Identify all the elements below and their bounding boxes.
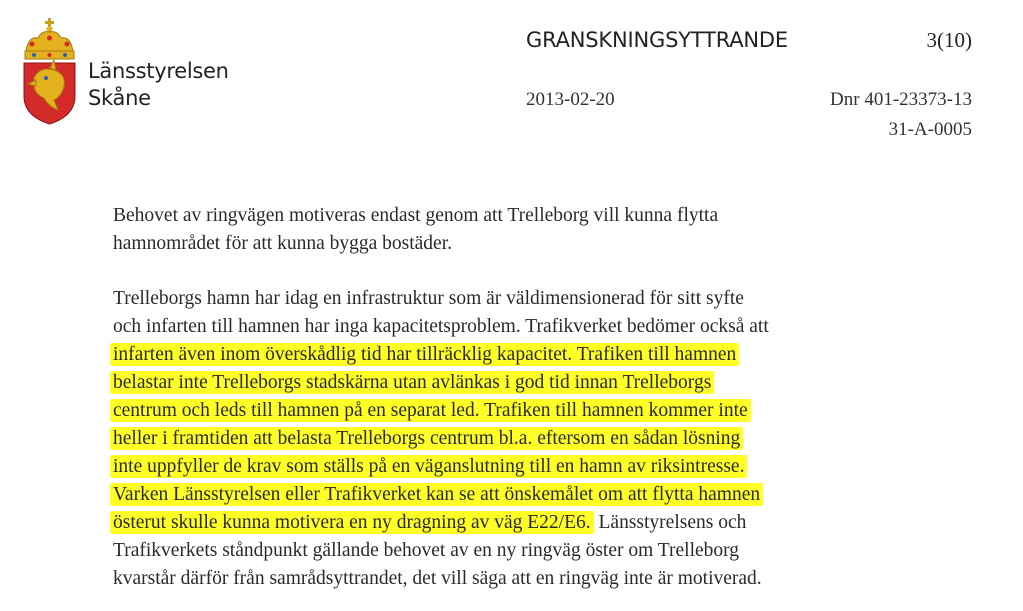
highlighted-text: belastar inte Trelleborgs stadskärna utan avlänkas i god tid innan Trelleborgs — [110, 371, 714, 394]
document-type: GRANSKNINGSYTTRANDE — [526, 28, 788, 52]
highlighted-text: centrum och leds till hamnen på en separat led. Trafiken till hamnen kommer inte — [110, 399, 751, 422]
document-date: 2013-02-20 — [526, 89, 615, 110]
highlighted-text: österut skulle kunna motivera en ny dragning av väg E22/E6. — [110, 511, 594, 534]
page-number: 3(10) — [926, 28, 972, 52]
paragraph-line: och infarten till hamnen har inga kapacitetsproblem. Trafikverket bedömer också att — [113, 316, 769, 337]
paragraph-line: hamnområdet för att kunna bygga bostäder. — [113, 233, 452, 254]
org-line-1: Länsstyrelsen — [88, 59, 229, 83]
diary-sub-number: 31-A-0005 — [888, 119, 972, 140]
paragraph-line: kvarstår därför från samrådsyttrandet, det vill säga att en ringväg inte är motiverad. — [113, 568, 762, 589]
organization-name — [88, 58, 229, 112]
diary-number: Dnr 401-23373-13 — [830, 89, 972, 110]
paragraph-line: Trafikverkets ståndpunkt gällande behovet av en ny ringväg öster om Trelleborg — [113, 540, 740, 561]
paragraph-line: Trelleborgs hamn har idag en infrastruktur som är väldimensionerad för sitt syfte — [113, 288, 744, 309]
org-line-2: Skåne — [88, 86, 151, 110]
highlighted-text: inte uppfyller de krav som ställs på en väganslutning till en hamn av riksintresse. — [110, 455, 747, 478]
highlighted-text: heller i framtiden att belasta Trelleborgs centrum bl.a. eftersom en sådan lösning — [110, 427, 743, 450]
highlighted-text: infarten även inom överskådlig tid har tillräcklig kapacitet. Trafiken till hamnen — [110, 343, 739, 366]
paragraph-1 — [113, 202, 718, 258]
coat-of-arms-skane-icon — [20, 18, 80, 126]
paragraph-2 — [113, 285, 769, 593]
paragraph-text: Länsstyrelsens och — [593, 512, 747, 533]
highlighted-text: Varken Länsstyrelsen eller Trafikverket kan se att önskemålet om att flytta hamnen — [110, 483, 763, 506]
paragraph-line: Behovet av ringvägen motiveras endast genom att Trelleborg vill kunna flytta — [113, 205, 719, 226]
